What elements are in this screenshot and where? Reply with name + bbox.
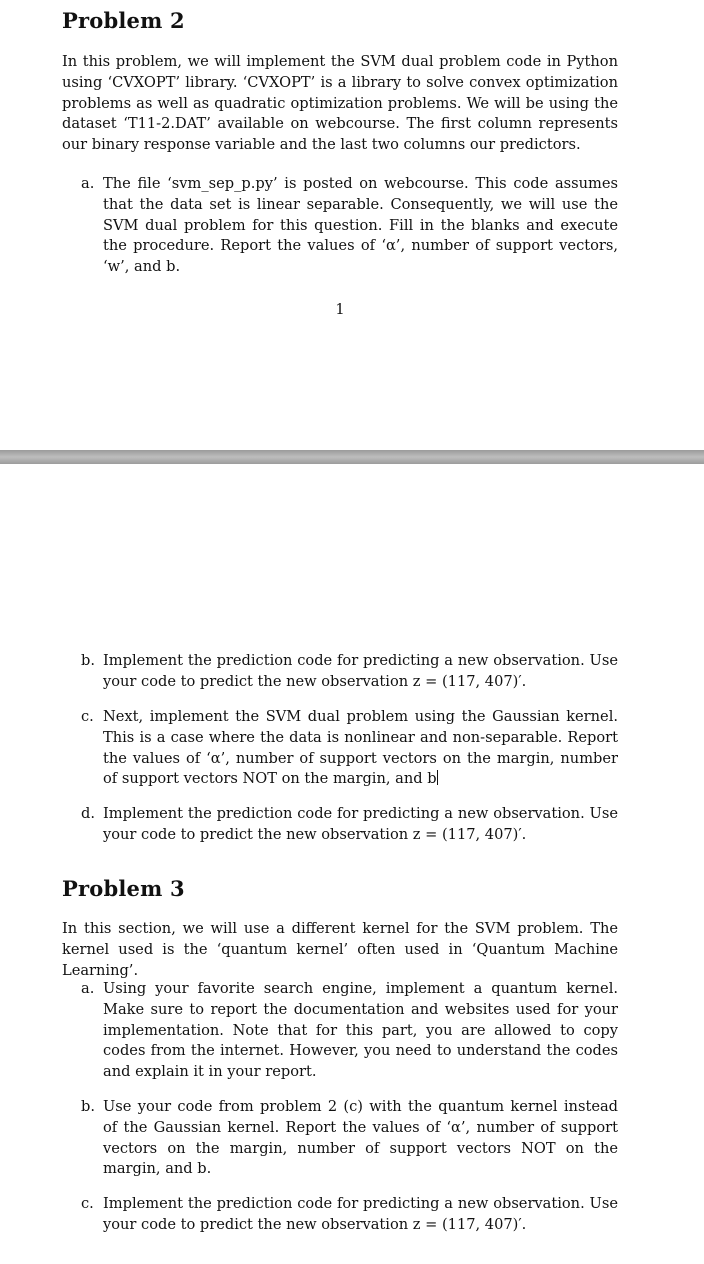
problem-3-item-c [81, 1194, 618, 1236]
item-text-wrap [103, 707, 618, 790]
problem-2-item-a [81, 174, 618, 278]
problem-2-item-c [81, 707, 618, 790]
problem-2-intro: In this problem, we will implement the SVM dual problem code in Python using ‘CVXOPT’ library. ‘CVXOPT’ is a library to solve convex optimization problems as well as quadratic optimization problems. We will be using the dataset ‘T11-2.DAT’ available on webcourse. The first column represents our binary response variable and the last two columns our predictors. [62, 53, 618, 154]
page-number: 1 [335, 301, 345, 318]
pdf-page-1 [0, 0, 704, 450]
pdf-page-2 [0, 464, 704, 1264]
problem-3-item-a [81, 979, 618, 1083]
item-marker: a. [81, 980, 95, 997]
item-marker: c. [81, 1195, 94, 1212]
item-text: Implement the prediction code for predicting a new observation. Use your code to predict the new observation z = (117, 407)′. [103, 805, 618, 843]
problem-3-item-b [81, 1097, 618, 1180]
item-marker: c. [81, 708, 94, 725]
page-separator [0, 450, 704, 464]
text-cursor [437, 770, 438, 785]
item-marker: b. [81, 1098, 95, 1115]
item-text: Implement the prediction code for predicting a new observation. Use your code to predict the new observation z = (117, 407)′. [103, 652, 618, 690]
problem-2-heading: Problem 2 [62, 8, 185, 33]
item-text: The file ‘svm_sep_p.py’ is posted on webcourse. This code assumes that the data set is linear separable. Consequently, we will use the SVM dual problem for this question. Fill in the blanks and execute the procedure. Report the values of ‘α’, number of support vectors, ‘w’, and b. [103, 175, 618, 276]
item-text: Next, implement the SVM dual problem using the Gaussian kernel. This is a case where the data is nonlinear and non-separable. Report the values of ‘α’, number of support vectors on the margin, number of support vectors NOT on the margin, and b [103, 708, 618, 788]
item-text: Implement the prediction code for predicting a new observation. Use your code to predict the new observation z = (117, 407)′. [103, 1195, 618, 1233]
problem-3-intro: In this section, we will use a different kernel for the SVM problem. The kernel used is the ‘quantum kernel’ often used in ‘Quantum Machine Learning’. [62, 920, 618, 979]
item-text: Use your code from problem 2 (c) with the quantum kernel instead of the Gaussian kernel. Report the values of ‘α’, number of support vectors on the margin, number of support vectors NOT on the margin, and b. [103, 1098, 618, 1178]
item-marker: b. [81, 652, 95, 669]
item-text: Using your favorite search engine, implement a quantum kernel. Make sure to report the documentation and websites used for your implementation. Note that for this part, you are allowed to copy codes from the internet. However, you need to understand the codes and explain it in your report. [103, 980, 618, 1081]
problem-3-heading: Problem 3 [62, 876, 185, 901]
problem-2-item-d [81, 804, 618, 846]
problem-2-item-b [81, 651, 618, 693]
item-marker: a. [81, 175, 95, 192]
item-marker: d. [81, 805, 95, 822]
